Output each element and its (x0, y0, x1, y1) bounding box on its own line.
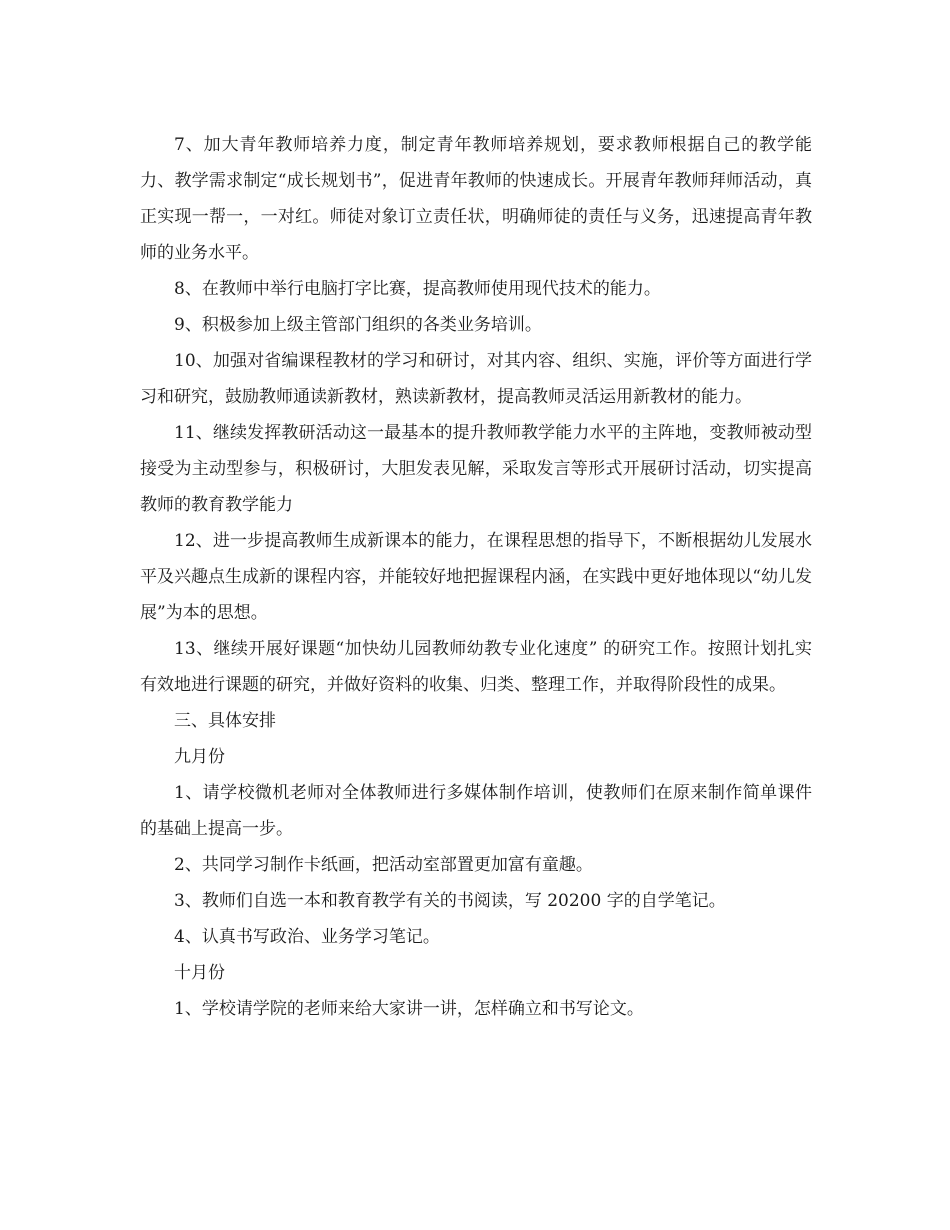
october-item-1: 1、学校请学院的老师来给大家讲一讲，怎样确立和书写论文。 (174, 999, 644, 1019)
paragraph-item-13: 13、继续开展好课题“加快幼儿园教师幼教专业化速度” 的研究工作。按照计划扎实有效地进行课题的研究，并做好资料的收集、归类、整理工作，并取得阶段性的成果。 (140, 639, 812, 695)
document-body (140, 127, 812, 1027)
section-heading: 三、具体安排 (174, 711, 276, 731)
paragraph-item-7: 7、加大青年教师培养力度，制定青年教师培养规划，要求教师根据自己的教学能力、教学需求制定“成长规划书”，促进青年教师的快速成长。开展青年教师拜师活动，真正实现一帮一，一对红。师徒对象订立责任状，明确师徒的责任与义务，迅速提高青年教师的业务水平。 (140, 135, 812, 263)
paragraph-item-10: 10、加强对省编课程教材的学习和研讨，对其内容、组织、实施，评价等方面进行学习和研究，鼓励教师通读新教材，熟读新教材，提高教师灵活运用新教材的能力。 (140, 351, 812, 407)
september-item-1: 1、请学校微机老师对全体教师进行多媒体制作培训，使教师们在原来制作简单课件的基础上提高一步。 (140, 783, 812, 839)
paragraph-item-8: 8、在教师中举行电脑打字比赛，提高教师使用现代技术的能力。 (174, 279, 661, 299)
september-item-2: 2、共同学习制作卡纸画，把活动室部置更加富有童趣。 (174, 855, 593, 875)
month-heading-october: 十月份 (174, 963, 225, 983)
september-item-3: 3、教师们自选一本和教育教学有关的书阅读，写 20200 字的自学笔记。 (174, 891, 726, 911)
paragraph-item-11: 11、继续发挥教研活动这一最基本的提升教师教学能力水平的主阵地，变教师被动型接受为主动型参与，积极研讨，大胆发表见解，采取发言等形式开展研讨活动，切实提高教师的教育教学能力 (140, 423, 812, 515)
month-heading-september: 九月份 (174, 747, 225, 767)
september-item-4: 4、认真书写政治、业务学习笔记。 (174, 927, 440, 947)
paragraph-item-12: 12、进一步提高教师生成新课本的能力，在课程思想的指导下，不断根据幼儿发展水平及兴趣点生成新的课程内容，并能较好地把握课程内涵，在实践中更好地体现以“幼儿发展”为本的思想。 (140, 531, 812, 623)
paragraph-item-9: 9、积极参加上级主管部门组织的各类业务培训。 (174, 315, 542, 335)
